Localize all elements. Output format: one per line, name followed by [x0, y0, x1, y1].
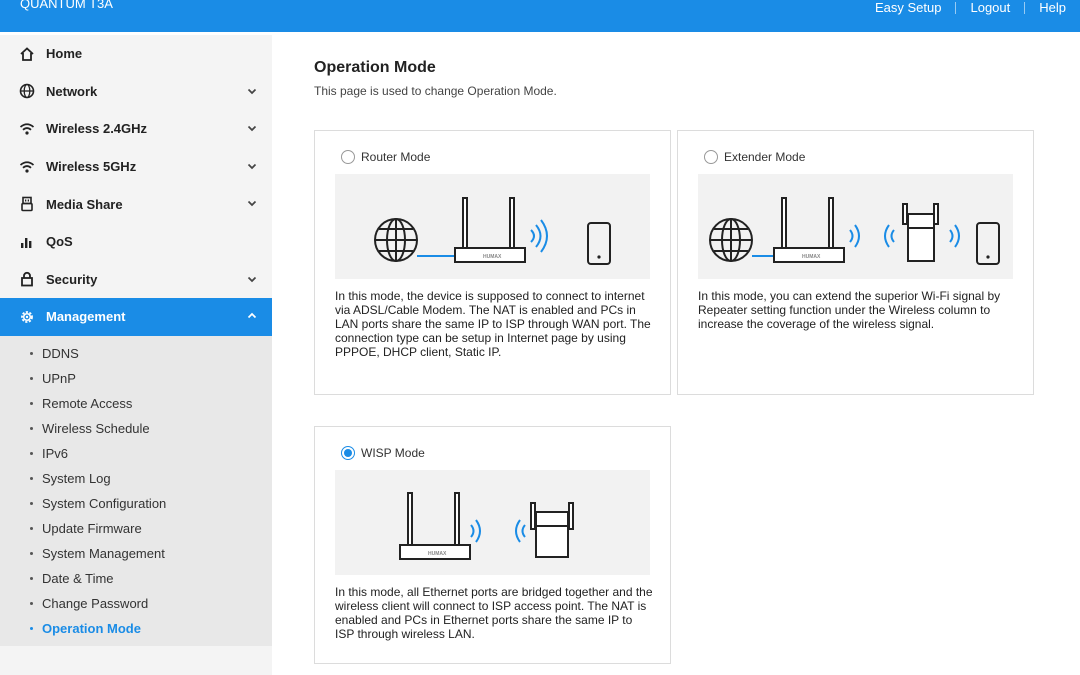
chevron-up-icon [246, 310, 258, 322]
chevron-down-icon [246, 273, 258, 285]
submenu-label: Wireless Schedule [42, 420, 150, 436]
submenu-label: Change Password [42, 595, 149, 611]
wisp-mode-radio[interactable] [341, 446, 355, 460]
router-mode-illustration [335, 174, 650, 279]
chevron-down-icon [246, 160, 258, 172]
sidebar-item-wireless-5ghz[interactable] [0, 148, 272, 186]
bullet [30, 452, 33, 455]
page-title: Operation Mode [314, 59, 436, 76]
bullet [30, 627, 33, 630]
router-mode-card[interactable] [314, 130, 671, 395]
sidebar-item-label: Wireless 5GHz [46, 159, 137, 175]
brand-name: QUANTUM T3A [20, 0, 113, 11]
submenu-item-system-configuration[interactable] [0, 491, 272, 516]
help-link[interactable]: Help [1039, 0, 1066, 15]
wifi-waves-icon [885, 225, 894, 247]
submenu-label: System Management [42, 545, 165, 561]
extender-mode-radio[interactable] [704, 150, 718, 164]
submenu-item-operation-mode[interactable] [0, 616, 272, 641]
gear-icon [18, 308, 36, 326]
router-brand-label: HUMAX [483, 254, 502, 260]
easy-setup-link[interactable]: Easy Setup [874, 0, 942, 15]
wisp-mode-option[interactable] [341, 446, 425, 460]
bar-chart-icon [18, 233, 36, 251]
wifi-icon [18, 158, 36, 176]
submenu-item-upnp[interactable] [0, 366, 272, 391]
submenu-item-change-password[interactable] [0, 591, 272, 616]
submenu-item-system-management[interactable] [0, 541, 272, 566]
extender-device [903, 204, 938, 261]
home-icon [18, 45, 36, 63]
router-device [400, 493, 470, 559]
sidebar-item-management[interactable] [0, 298, 272, 336]
wisp-mode-card[interactable] [314, 426, 671, 664]
bullet [30, 427, 33, 430]
page-description: This page is used to change Operation Mode. [314, 84, 557, 98]
phone-icon [977, 223, 999, 264]
router-mode-label: Router Mode [361, 150, 431, 164]
chevron-down-icon [246, 85, 258, 97]
submenu-item-ddns[interactable] [0, 341, 272, 366]
sidebar-item-label: Home [46, 46, 83, 62]
router-device [455, 198, 525, 262]
submenu-item-system-log[interactable] [0, 466, 272, 491]
bullet [30, 602, 33, 605]
extender-mode-label: Extender Mode [724, 150, 806, 164]
submenu-label: Operation Mode [42, 620, 141, 636]
sidebar-item-label: Wireless 2.4GHz [46, 121, 148, 137]
sidebar-item-media-share[interactable] [0, 185, 272, 223]
extender-mode-illustration [698, 174, 1013, 279]
lock-icon [18, 270, 36, 288]
submenu-item-ipv6[interactable] [0, 441, 272, 466]
wifi-waves-icon [850, 225, 859, 247]
router-brand-label: HUMAX [428, 551, 447, 557]
submenu-item-date-time[interactable] [0, 566, 272, 591]
bullet [30, 477, 33, 480]
submenu-item-remote-access[interactable] [0, 391, 272, 416]
submenu-label: System Configuration [42, 495, 167, 511]
bullet [30, 377, 33, 380]
submenu-label: Remote Access [42, 395, 133, 411]
top-nav [861, 0, 1080, 16]
wisp-mode-illustration [335, 470, 650, 575]
router-mode-option[interactable] [341, 150, 430, 164]
submenu-label: System Log [42, 470, 111, 486]
sidebar-item-qos[interactable] [0, 223, 272, 261]
extender-mode-card[interactable] [677, 130, 1034, 395]
sidebar-item-security[interactable] [0, 261, 272, 299]
router-brand-label: HUMAX [802, 254, 821, 260]
sidebar-item-label: Media Share [46, 196, 123, 212]
bullet [30, 502, 33, 505]
wisp-mode-label: WISP Mode [361, 446, 425, 460]
submenu-label: UPnP [42, 370, 76, 386]
router-mode-description: In this mode, the device is supposed to connect to internet via ADSL/Cable Modem. The NAT is enabled and PCs in LAN ports share the same IP to ISP through WAN port. The connection type can be setup in Internet page by using PPPOE, DHCP client, Static IP. [335, 289, 651, 359]
wisp-mode-description: In this mode, all Ethernet ports are bridged together and the wireless client will connect to ISP access point. The NAT is enabled and PCs in Ethernet ports share the same IP to ISP through wireless LAN. [335, 585, 653, 641]
router-device [774, 198, 844, 262]
submenu-item-wireless-schedule[interactable] [0, 416, 272, 441]
management-submenu [0, 336, 272, 646]
submenu-item-update-firmware[interactable] [0, 516, 272, 541]
wifi-waves-icon [471, 520, 480, 542]
submenu-label: Date & Time [42, 570, 114, 586]
wifi-waves-icon [950, 225, 959, 247]
submenu-label: Update Firmware [42, 520, 142, 536]
wifi-waves-icon [531, 220, 547, 252]
extender-mode-diagram [698, 174, 1013, 279]
wisp-mode-diagram [335, 470, 650, 575]
bullet [30, 552, 33, 555]
bullet [30, 352, 33, 355]
main-content [314, 55, 557, 98]
sidebar-item-label: Network [46, 83, 98, 99]
extender-device [531, 503, 573, 557]
globe-icon [710, 219, 752, 261]
phone-icon [588, 223, 610, 264]
chevron-down-icon [246, 122, 258, 134]
logout-link[interactable]: Logout [970, 0, 1011, 15]
sidebar-item-label: Management [46, 309, 126, 325]
usb-icon [18, 195, 36, 213]
wifi-waves-icon [516, 520, 525, 542]
sidebar [0, 35, 272, 675]
submenu-label: IPv6 [42, 445, 69, 461]
sidebar-item-label: Security [46, 271, 98, 287]
sidebar-item-home[interactable] [0, 35, 272, 73]
bullet [30, 402, 33, 405]
wifi-icon [18, 120, 36, 138]
globe-icon [18, 82, 36, 100]
sidebar-item-network[interactable] [0, 73, 272, 111]
sidebar-item-label: QoS [46, 234, 73, 250]
chevron-down-icon [246, 197, 258, 209]
top-bar [0, 0, 1080, 32]
submenu-label: DDNS [42, 345, 79, 361]
extender-mode-option[interactable] [704, 150, 805, 164]
bullet [30, 577, 33, 580]
router-mode-diagram [335, 174, 650, 279]
extender-mode-description: In this mode, you can extend the superior Wi-Fi signal by Repeater setting function under the Wireless column to increase the coverage of the wireless signal. [698, 289, 1001, 331]
globe-icon [375, 219, 417, 261]
sidebar-item-wireless-24ghz[interactable] [0, 110, 272, 148]
router-mode-radio[interactable] [341, 150, 355, 164]
bullet [30, 527, 33, 530]
